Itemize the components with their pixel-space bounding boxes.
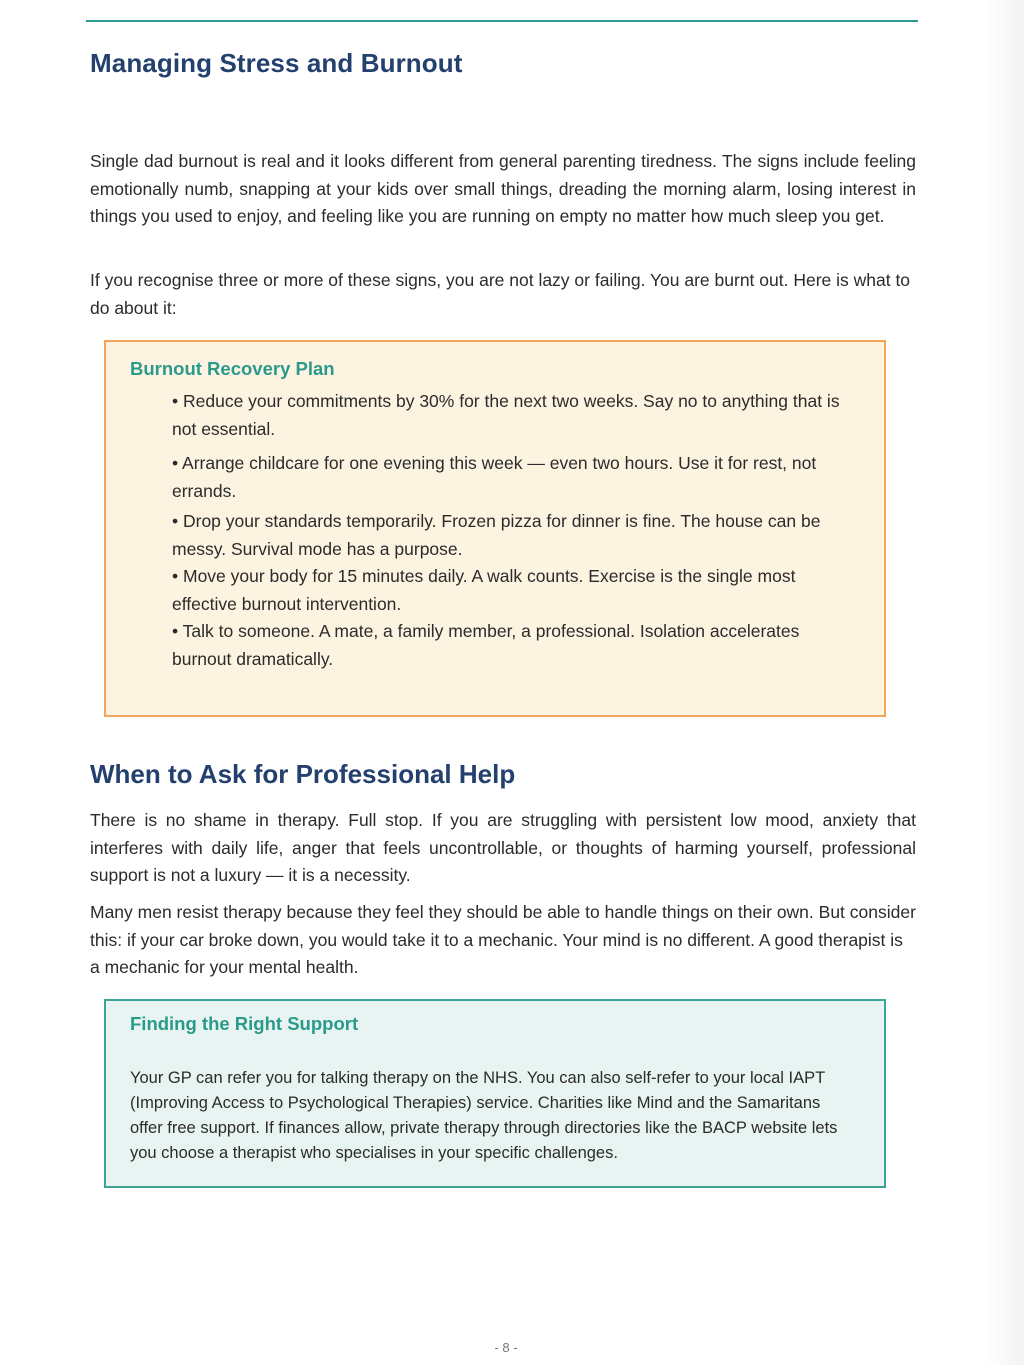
support-box-title: Finding the Right Support	[130, 1013, 359, 1034]
list-item: • Move your body for 15 minutes daily. A walk counts. Exercise is the single most effective burnout intervention.	[172, 566, 796, 614]
recovery-plan-box	[104, 340, 886, 717]
top-divider	[86, 20, 918, 22]
page-edge-shadow	[984, 0, 1024, 1365]
section-heading-professional-help: When to Ask for Professional Help	[90, 759, 516, 789]
list-item: • Arrange childcare for one evening this week — even two hours. Use it for rest, not errands.	[172, 453, 817, 501]
support-box-text: Your GP can refer you for talking therapy on the NHS. You can also self-refer to your local IAPT (Improving Access to Psychological Therapies) service. Charities like Mind and the Samaritans offer free support. If finances allow, private therapy through directories like the BACP website lets you choose a therapist who specialises in your specific challenges.	[130, 1069, 838, 1162]
page-number: - 8 -	[494, 1340, 518, 1355]
paragraph-mechanic-analogy: Many men resist therapy because they feel they should be able to handle things on their own. But consider this: if your car broke down, you would take it to a mechanic. Your mind is no different. A good therapist is a mechanic for your mental health.	[90, 902, 916, 977]
paragraph-burnout-signs: Single dad burnout is real and it looks different from general parenting tiredness. The signs include feeling emotionally numb, snapping at your kids over small things, dreading the morning alarm, losing interest in things you used to enjoy, and feeling like you are running on empty no matter how much sleep you get.	[90, 151, 916, 226]
support-box	[104, 999, 886, 1188]
recovery-plan-title: Burnout Recovery Plan	[130, 358, 335, 379]
list-item: • Reduce your commitments by 30% for the next two weeks. Say no to anything that is not essential.	[172, 391, 840, 439]
paragraph-therapy-shame: There is no shame in therapy. Full stop. If you are struggling with persistent low mood, anxiety that interferes with daily life, anger that feels uncontrollable, or thoughts of harming yourself, professional support is not a luxury — it is a necessity.	[90, 810, 916, 885]
paragraph-burnout-intro: If you recognise three or more of these signs, you are not lazy or failing. You are burnt out. Here is what to do about it:	[90, 270, 911, 318]
recovery-plan-list	[172, 388, 862, 673]
list-item: • Talk to someone. A mate, a family member, a professional. Isolation accelerates burnout dramatically.	[172, 621, 800, 669]
list-item: • Drop your standards temporarily. Frozen pizza for dinner is fine. The house can be messy. Survival mode has a purpose.	[172, 511, 821, 559]
section-heading-stress: Managing Stress and Burnout	[90, 48, 463, 78]
